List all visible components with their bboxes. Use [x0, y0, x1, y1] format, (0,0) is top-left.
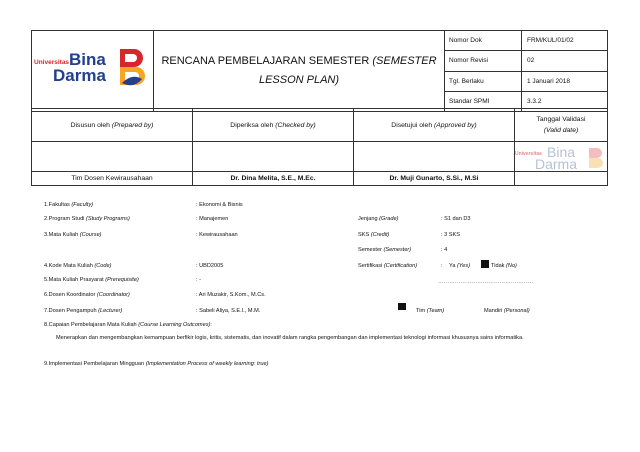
svg-text:Universitas: Universitas: [515, 150, 542, 157]
semester-label: Semester (Semester): [358, 247, 412, 253]
title-italic: (SEMESTER LESSON PLAN): [258, 55, 437, 86]
certification-yes: Ya (Yes): [449, 263, 471, 269]
approved-signature-space: [354, 142, 515, 171]
coordinator-value: : Ari Muzakir, S.Kom., M.Cs.: [196, 292, 266, 298]
watermark-logo: [515, 144, 607, 170]
personal-label: Mandiri (Personal): [484, 308, 530, 314]
meta-key: Tgl. Berlaku: [445, 71, 522, 91]
logo-text-darma: Darma: [53, 66, 106, 85]
logo-text-universitas: Universitas: [34, 59, 70, 66]
certification-no-checkbox[interactable]: [481, 260, 489, 268]
meta-value: FRM/KUL/01/02: [522, 31, 608, 51]
prereq-label: 5.Mata Kuliah Prasyarat (Prerequisite): [44, 277, 139, 283]
meta-value: 3.3.2: [522, 91, 608, 111]
program-value: : Manajemen: [196, 216, 229, 222]
approved-by-name: Dr. Muji Gunarto, S.Si., M.Si: [354, 171, 515, 185]
credit-value: : 3 SKS: [441, 232, 460, 238]
course-value: : Kewirausahaan: [196, 232, 238, 238]
prepared-by-header: Disusun oleh (Prepared by): [32, 109, 193, 142]
approved-by-header: Disetujui oleh (Approved by): [354, 109, 515, 142]
validation-stamp: [515, 142, 608, 171]
dotted-line: ……………………………………………: [438, 279, 534, 285]
logo-text-bina: Bina: [69, 50, 106, 69]
code-label: 4.Kode Mata Kuliah (Code): [44, 263, 112, 269]
validation-date-value: [515, 171, 608, 185]
svg-text:Bina: Bina: [547, 143, 576, 160]
checked-by-header: Diperiksa oleh (Checked by): [193, 109, 354, 142]
faculty-value: : Ekonomi & Bisnis: [196, 202, 243, 208]
lecturer-value: : Sabeli Aliya, S.E.I., M.M.: [196, 308, 261, 314]
team-label: Tim (Team): [416, 308, 445, 314]
faculty-label: 1.Fakultas (Faculty): [44, 202, 94, 208]
document-title: [154, 31, 445, 112]
logo-cell: [32, 31, 154, 112]
meta-value: 1 Januari 2018: [522, 71, 608, 91]
team-checkbox[interactable]: [398, 303, 406, 310]
program-label: 2.Program Studi (Study Programs): [44, 216, 130, 222]
meta-key: Nomor Revisi: [445, 51, 522, 71]
checked-by-name: Dr. Dina Melita, S.E., M.Ec.: [193, 171, 354, 185]
approval-table: [31, 108, 608, 186]
code-value: : UBD2005: [196, 263, 224, 269]
prepared-signature-space: [32, 142, 193, 171]
weekly-label: 9.Implementasi Pembelajaran Mingguan (Implementation Process of weekly learning: true): [44, 361, 269, 367]
credit-label: SKS (Credit): [358, 232, 390, 238]
meta-key: Standar SPMI: [445, 91, 522, 111]
certification-no: Tidak (No): [491, 263, 517, 269]
certification-label: Sertifikasi (Certification): [358, 263, 418, 269]
logo-emblem-icon: [120, 49, 145, 85]
coordinator-label: 6.Dosen Koordinator (Coordinator): [44, 292, 130, 298]
checked-signature-space: [193, 142, 354, 171]
semester-value: : 4: [441, 247, 448, 253]
level-value: : S1 dan D3: [441, 216, 471, 222]
meta-value: 02: [522, 51, 608, 71]
lecturer-label: 7.Dosen Pengampuh (Lecturer): [44, 308, 123, 314]
svg-text:Darma: Darma: [535, 155, 578, 170]
meta-key: Nomor Dok: [445, 31, 522, 51]
document-header: [31, 30, 608, 112]
outcomes-text: Menerapkan dan mengembangkan kemampuan berfikir logis, kritis, sistematis, dan inovatif dalam rangka pengembangan dan implementasi teknologi informasi khususnya sains informatika.: [56, 335, 524, 341]
certification-colon: :: [441, 263, 443, 269]
outcomes-label: 8.Capaian Pembelajaran Mata Kuliah (Course Learning Outcomes):: [44, 322, 212, 328]
validation-date-header: Tanggal Validasi (Valid date): [515, 109, 608, 142]
prereq-value: : -: [196, 277, 201, 283]
course-label: 3.Mata Kuliah (Course): [44, 232, 102, 238]
title-normal: RENCANA PEMBELAJARAN SEMESTER: [161, 55, 370, 67]
prepared-by-name: Tim Dosen Kewirausahaan: [32, 171, 193, 185]
bina-darma-logo: [32, 31, 153, 109]
level-label: Jenjang (Grade): [358, 216, 399, 222]
